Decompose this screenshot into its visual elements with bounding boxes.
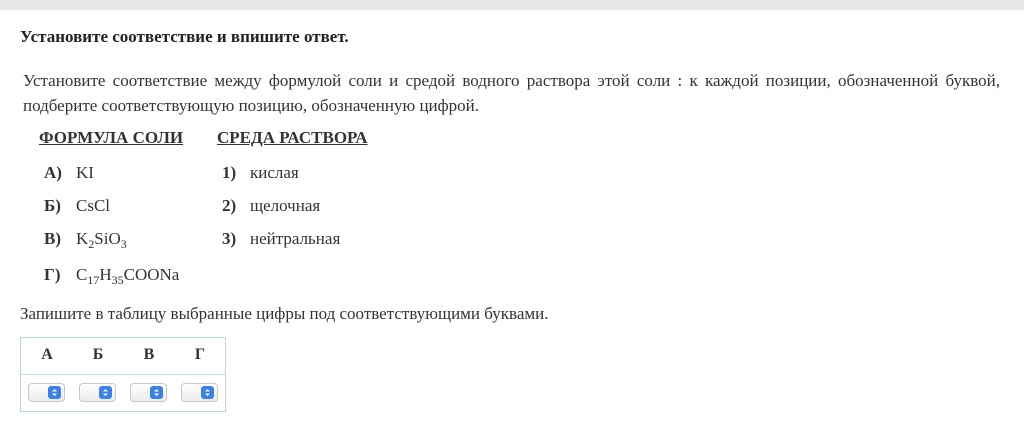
task-text: Установите соответствие между формулой соли и средой водного раствора этой соли : к каждой позиции, обозначенной буквой, подберите соответствующую позицию, обозначенную цифрой. [23, 71, 1000, 115]
formula-column-header: ФОРМУЛА СОЛИ [39, 128, 184, 147]
formula-text: $C_{17}H_{35}COONa$ [76, 265, 180, 287]
answer-cell-g [175, 376, 225, 411]
answer-select-g[interactable] [181, 383, 218, 402]
answer-header-a: А [41, 346, 53, 363]
answer-select-v[interactable] [130, 383, 167, 402]
environment-text: щелочная [250, 196, 321, 215]
select-arrows-icon [150, 386, 163, 399]
formula-letter: А) [44, 163, 62, 182]
environment-number: 2) [222, 196, 237, 215]
instruction-text: Запишите в таблицу выбранные цифры под соответствующими буквами. [20, 304, 549, 323]
answer-select-b[interactable] [79, 383, 116, 402]
formula-letter: Г) [44, 265, 61, 284]
environment-column-header: СРЕДА РАСТВОРА [217, 128, 368, 147]
environment-text: нейтральная [250, 229, 341, 248]
environment-number: 3) [222, 229, 237, 248]
answer-select-a[interactable] [28, 383, 65, 402]
environment-text: кислая [250, 163, 299, 182]
select-arrows-icon [99, 386, 112, 399]
formula-text: $K_2SiO_3$ [76, 229, 127, 251]
answer-table [20, 337, 226, 412]
select-arrows-icon [201, 386, 214, 399]
answer-header-v: В [143, 346, 155, 363]
environment-number: 1) [222, 163, 237, 182]
formula-letter: В) [44, 229, 61, 248]
answer-cell-b [73, 376, 123, 411]
table-divider [21, 374, 225, 375]
formula-text: KI [76, 163, 94, 182]
formula-text: CsCl [76, 196, 111, 215]
task-heading: Установите соответствие и впишите ответ. [20, 27, 349, 46]
answer-cell-v [124, 376, 174, 411]
top-bar [0, 0, 1024, 10]
answer-header-b: Б [92, 346, 104, 363]
select-arrows-icon [48, 386, 61, 399]
answer-cell-a [22, 376, 72, 411]
formula-letter: Б) [44, 196, 61, 215]
answer-header-g: Г [194, 346, 206, 363]
